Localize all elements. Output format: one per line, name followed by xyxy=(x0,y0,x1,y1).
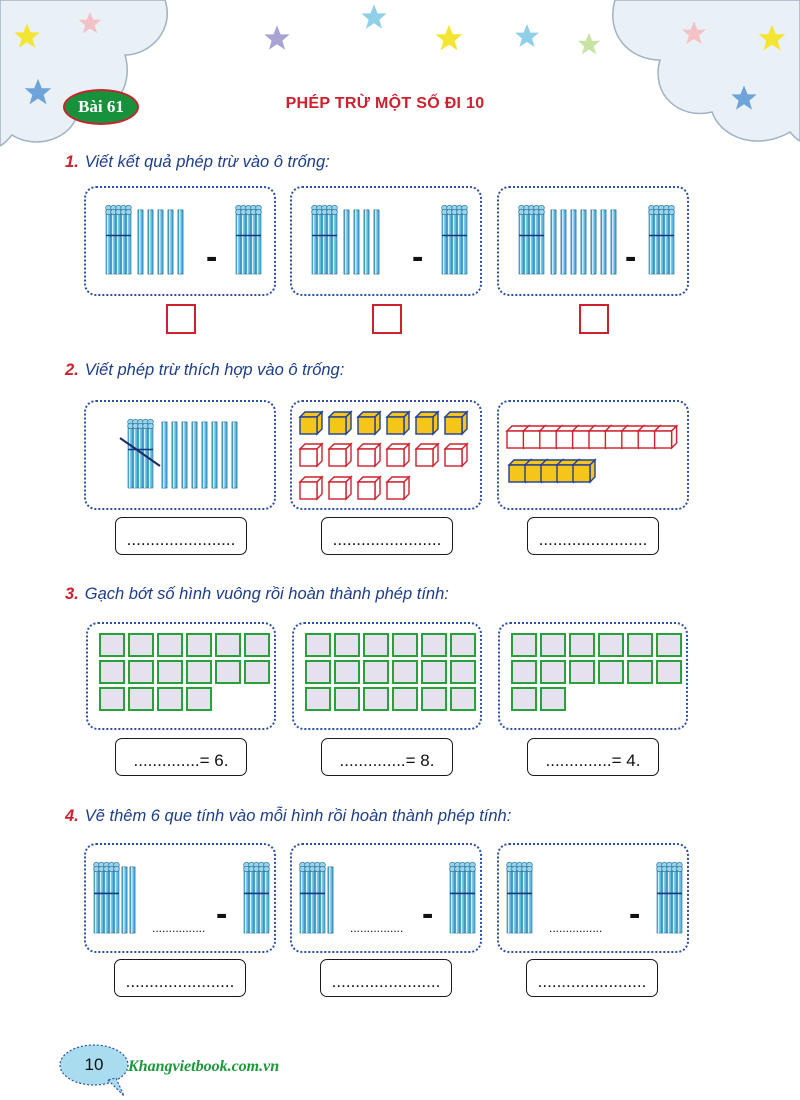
answer-box[interactable] xyxy=(579,304,609,334)
square-cell[interactable] xyxy=(186,660,212,684)
square-cell[interactable] xyxy=(540,660,566,684)
minus-sign: - xyxy=(216,895,228,933)
square-cell[interactable] xyxy=(128,687,154,711)
minus-sign: - xyxy=(625,238,637,276)
square-cell[interactable] xyxy=(215,660,241,684)
square-cell[interactable] xyxy=(215,633,241,657)
draw-area-dots: ................ xyxy=(152,921,206,935)
cube-icon xyxy=(300,444,322,466)
square-cell[interactable] xyxy=(334,687,360,711)
square-cell[interactable] xyxy=(244,633,270,657)
stick-icon xyxy=(581,210,586,274)
square-cell[interactable] xyxy=(511,687,537,711)
stick-icon xyxy=(182,422,187,488)
square-cell[interactable] xyxy=(392,687,418,711)
stick-icon xyxy=(364,210,369,274)
square-grid xyxy=(511,633,682,711)
answer-field[interactable]: ....................... xyxy=(115,517,247,555)
cubes-illustration xyxy=(499,402,691,512)
stick-icon xyxy=(168,210,173,274)
answer-field[interactable]: ..............= 6. xyxy=(115,738,247,776)
exercise-2-panel-2 xyxy=(290,400,482,510)
answer-field[interactable]: ....................... xyxy=(527,517,659,555)
exercise-3-prompt xyxy=(65,585,449,604)
square-cell[interactable] xyxy=(186,687,212,711)
minus-sign: - xyxy=(629,895,641,933)
star-icon xyxy=(578,33,600,55)
star-icon xyxy=(515,24,539,47)
square-cell[interactable] xyxy=(157,660,183,684)
stick-bundle-icon xyxy=(657,862,683,933)
answer-field[interactable]: ....................... xyxy=(321,517,453,555)
stick-bundle-icon xyxy=(507,862,533,933)
cube-icon xyxy=(387,477,409,499)
cubes-illustration xyxy=(292,402,484,512)
lesson-badge: Bài 61 xyxy=(63,89,139,125)
stick-bundle-icon xyxy=(649,205,675,274)
square-cell[interactable] xyxy=(305,687,331,711)
square-cell[interactable] xyxy=(363,687,389,711)
square-cell[interactable] xyxy=(99,687,125,711)
answer-field[interactable]: ....................... xyxy=(114,959,246,997)
cube-icon xyxy=(358,477,380,499)
minus-sign: - xyxy=(422,895,434,933)
square-cell[interactable] xyxy=(598,633,624,657)
star-icon xyxy=(436,25,463,51)
square-cell[interactable] xyxy=(244,660,270,684)
crossed-sticks-illustration xyxy=(86,402,278,512)
stick-icon xyxy=(158,210,163,274)
stick-bundle-icon xyxy=(128,419,154,488)
stick-icon xyxy=(122,867,127,933)
sticks-illustration xyxy=(86,188,278,298)
exercise-4-number: 4. xyxy=(65,807,79,825)
stick-icon xyxy=(374,210,379,274)
sticks-illustration xyxy=(499,188,691,298)
sticks-illustration xyxy=(292,188,484,298)
cube-icon xyxy=(416,412,438,434)
square-cell[interactable] xyxy=(627,660,653,684)
square-cell[interactable] xyxy=(128,633,154,657)
square-cell[interactable] xyxy=(305,633,331,657)
cube-icon xyxy=(300,477,322,499)
stick-icon xyxy=(354,210,359,274)
cloud-right xyxy=(613,0,800,141)
stick-icon xyxy=(551,210,556,274)
answer-box[interactable] xyxy=(372,304,402,334)
stick-icon xyxy=(601,210,606,274)
stick-bundle-icon xyxy=(106,205,132,274)
website-link[interactable]: Khangvietbook.com.vn xyxy=(128,1058,280,1075)
cube-icon xyxy=(358,412,380,434)
stick-bundle-icon xyxy=(244,862,270,933)
exercise-4-panel-3 xyxy=(497,843,689,953)
draw-area-dots: ................ xyxy=(350,921,404,935)
stick-icon xyxy=(328,867,333,933)
stick-icon xyxy=(571,210,576,274)
stick-icon xyxy=(178,210,183,274)
stick-bundle-icon xyxy=(312,205,338,274)
exercise-4-panel-1 xyxy=(84,843,276,953)
cube-icon xyxy=(655,426,677,448)
square-cell[interactable] xyxy=(363,633,389,657)
square-cell[interactable] xyxy=(511,660,537,684)
square-cell[interactable] xyxy=(392,660,418,684)
square-cell[interactable] xyxy=(511,633,537,657)
cube-icon xyxy=(445,444,467,466)
stick-icon xyxy=(344,210,349,274)
square-cell[interactable] xyxy=(540,687,566,711)
stick-icon xyxy=(212,422,217,488)
square-cell[interactable] xyxy=(334,660,360,684)
exercise-2-panel-1 xyxy=(84,400,276,510)
square-cell[interactable] xyxy=(392,633,418,657)
answer-box[interactable] xyxy=(166,304,196,334)
square-cell[interactable] xyxy=(656,660,682,684)
stick-icon xyxy=(561,210,566,274)
cube-icon xyxy=(329,444,351,466)
square-cell[interactable] xyxy=(157,633,183,657)
cube-icon xyxy=(416,444,438,466)
square-grid xyxy=(305,633,476,711)
square-grid xyxy=(99,633,270,711)
stick-icon xyxy=(591,210,596,274)
square-cell[interactable] xyxy=(569,660,595,684)
page-number-bubble xyxy=(58,1042,136,1088)
stick-icon xyxy=(162,422,167,488)
exercise-3-panel-3 xyxy=(498,622,688,730)
stick-icon xyxy=(148,210,153,274)
square-cell[interactable] xyxy=(421,633,447,657)
square-cell[interactable] xyxy=(99,660,125,684)
cube-icon xyxy=(358,444,380,466)
exercise-3-panel-1 xyxy=(86,622,276,730)
exercise-3-text: Gạch bớt số hình vuông rồi hoàn thành phép tính: xyxy=(84,585,449,603)
exercise-1-number: 1. xyxy=(65,153,79,171)
stick-bundle-icon xyxy=(450,862,476,933)
stick-bundle-icon xyxy=(94,862,120,933)
square-cell[interactable] xyxy=(99,633,125,657)
answer-field[interactable]: ....................... xyxy=(320,959,452,997)
cube-icon xyxy=(445,412,467,434)
exercise-2-text: Viết phép trừ thích hợp vào ô trống: xyxy=(84,361,345,379)
exercise-2-number: 2. xyxy=(65,361,79,379)
stick-icon xyxy=(172,422,177,488)
stick-icon xyxy=(222,422,227,488)
square-cell[interactable] xyxy=(569,633,595,657)
exercise-4-text: Vẽ thêm 6 que tính vào mỗi hình rồi hoàn thành phép tính: xyxy=(84,807,512,825)
square-cell[interactable] xyxy=(540,633,566,657)
answer-field[interactable]: ..............= 4. xyxy=(527,738,659,776)
sticks-illustration xyxy=(86,845,278,955)
square-cell[interactable] xyxy=(656,633,682,657)
stick-icon xyxy=(611,210,616,274)
answer-field[interactable]: ....................... xyxy=(526,959,658,997)
stick-bundle-icon xyxy=(236,205,262,274)
stick-icon xyxy=(138,210,143,274)
stick-icon xyxy=(192,422,197,488)
stick-icon xyxy=(232,422,237,488)
exercise-1-text: Viết kết quả phép trừ vào ô trống: xyxy=(84,153,330,171)
square-cell[interactable] xyxy=(305,660,331,684)
square-cell[interactable] xyxy=(363,660,389,684)
stick-bundle-icon xyxy=(442,205,468,274)
exercise-3-number: 3. xyxy=(65,585,79,603)
square-cell[interactable] xyxy=(450,633,476,657)
exercise-1-panel-2 xyxy=(290,186,482,296)
cube-icon xyxy=(387,412,409,434)
stick-bundle-icon xyxy=(300,862,326,933)
exercise-1-panel-3 xyxy=(497,186,689,296)
star-icon xyxy=(361,4,386,28)
square-cell[interactable] xyxy=(598,660,624,684)
square-cell[interactable] xyxy=(334,633,360,657)
exercise-4-prompt xyxy=(65,807,511,826)
square-cell[interactable] xyxy=(157,687,183,711)
page-number: 10 xyxy=(84,1055,104,1074)
minus-sign: - xyxy=(206,238,218,276)
sticks-illustration xyxy=(292,845,484,955)
cube-icon xyxy=(573,460,595,482)
square-cell[interactable] xyxy=(450,687,476,711)
square-cell[interactable] xyxy=(128,660,154,684)
sticks-illustration xyxy=(499,845,691,955)
cube-icon xyxy=(387,444,409,466)
exercise-1-panel-1 xyxy=(84,186,276,296)
exercise-4-panel-2 xyxy=(290,843,482,953)
stick-icon xyxy=(202,422,207,488)
exercise-2-prompt xyxy=(65,361,344,380)
square-cell[interactable] xyxy=(627,633,653,657)
exercise-2-panel-3 xyxy=(497,400,689,510)
star-icon xyxy=(264,25,289,49)
square-cell[interactable] xyxy=(186,633,212,657)
square-cell[interactable] xyxy=(421,687,447,711)
stick-bundle-icon xyxy=(519,205,545,274)
exercise-1-prompt xyxy=(65,153,330,172)
cube-icon xyxy=(329,412,351,434)
page-title: PHÉP TRỪ MỘT SỐ ĐI 10 xyxy=(285,95,485,112)
draw-area-dots: ................ xyxy=(549,921,603,935)
square-cell[interactable] xyxy=(421,660,447,684)
exercise-3-panel-2 xyxy=(292,622,482,730)
answer-field[interactable]: ..............= 8. xyxy=(321,738,453,776)
square-cell[interactable] xyxy=(450,660,476,684)
stick-icon xyxy=(130,867,135,933)
cube-icon xyxy=(300,412,322,434)
cube-icon xyxy=(329,477,351,499)
minus-sign: - xyxy=(412,238,424,276)
